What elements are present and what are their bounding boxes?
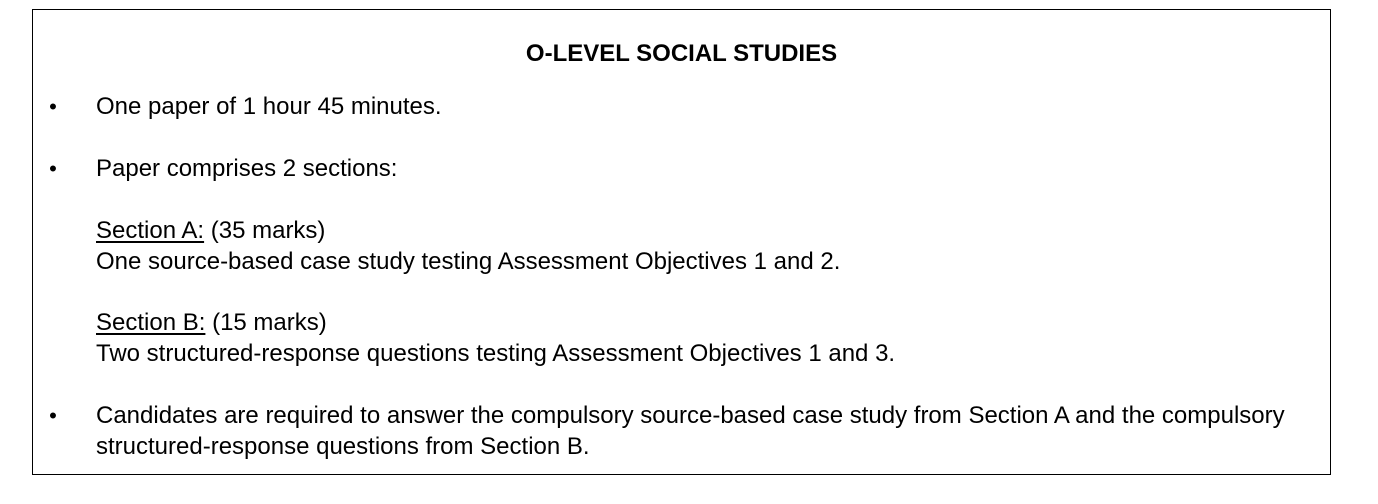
bullet-icon: • [49, 403, 57, 428]
list-item-text: Candidates are required to answer the compulsory source-based case study from Section A and the compulsory structured-response questions from Section B. [96, 402, 1285, 460]
bullet-icon: • [49, 156, 57, 181]
section-b-description: Two structured-response questions testing Assessment Objectives 1 and 3. [96, 340, 896, 367]
list-item-text: One paper of 1 hour 45 minutes. [96, 93, 442, 120]
section-a-heading: Section A: [96, 217, 205, 244]
section-a-description: One source-based case study testing Assessment Objectives 1 and 2. [96, 248, 841, 275]
section-b-heading: Section B: [96, 309, 206, 336]
list-item-text: Paper comprises 2 sections: [96, 155, 398, 182]
section-b-marks: (15 marks) [205, 309, 327, 336]
bullet-icon: • [49, 94, 57, 119]
section-a-marks: (35 marks) [204, 217, 326, 244]
page-title: O-LEVEL SOCIAL STUDIES [525, 40, 838, 67]
document-box [32, 9, 1331, 475]
